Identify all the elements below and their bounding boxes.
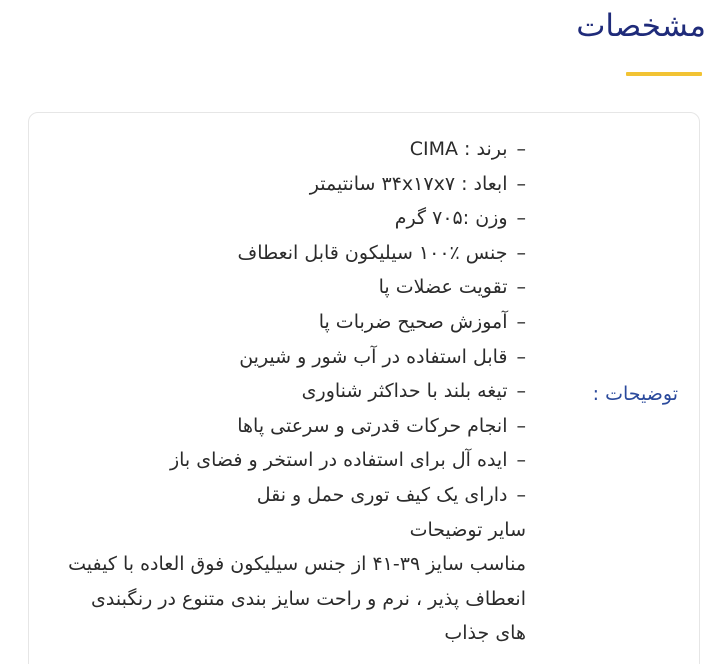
feature-text: قابل استفاده در آب شور و شیرین [239,345,508,368]
feature-text: وزن :۷۰۵ گرم [394,207,508,230]
list-dash: – [516,241,526,264]
feature-item [56,409,526,444]
feature-item [56,270,526,305]
list-dash: – [516,310,526,333]
feature-text: تقویت عضلات پا [378,276,508,299]
feature-item [56,201,526,236]
feature-item [56,167,526,202]
feature-item [56,305,526,340]
list-dash: – [516,449,526,472]
feature-text: جنس ٪۱۰۰ سیلیکون قابل انعطاف [237,241,508,264]
list-dash: – [516,345,526,368]
title-underline [626,72,702,76]
list-dash: – [516,172,526,195]
list-dash: – [516,380,526,403]
list-dash: – [516,207,526,230]
feature-text: برند : CIMA [409,138,508,160]
section-title: مشخصات [576,8,706,44]
feature-text: آموزش صحیح ضربات پا [318,310,508,333]
feature-item [56,132,526,167]
feature-text: دارای یک کیف توری حمل و نقل [256,483,508,506]
spec-value [56,132,526,651]
list-dash: – [516,483,526,506]
feature-text: انجام حرکات قدرتی و سرعتی پاها [237,414,508,437]
feature-item [56,443,526,478]
feature-text: ایده آل برای استفاده در استخر و فضای باز [169,449,508,472]
feature-item [56,374,526,409]
list-dash: – [516,138,526,160]
list-dash: – [516,414,526,437]
feature-item [56,236,526,271]
list-dash: – [516,276,526,299]
other-description-text: مناسب سایز ۳۹-۴۱ از جنس سیلیکون فوق العاده با کیفیت انعطاف پذیر ، نرم و راحت سایز بندی متنوع در رنگبندی های جذاب [68,553,526,645]
feature-list [56,132,526,513]
spec-label: توضیحات : [592,383,678,405]
feature-text: ابعاد : ۳۴x۱۷x۷ سانتیمتر [309,172,508,195]
feature-item [56,340,526,375]
feature-item [56,478,526,513]
feature-text: تیغه بلند با حداکثر شناوری [301,380,508,403]
other-description-title: سایر توضیحات [409,518,526,541]
